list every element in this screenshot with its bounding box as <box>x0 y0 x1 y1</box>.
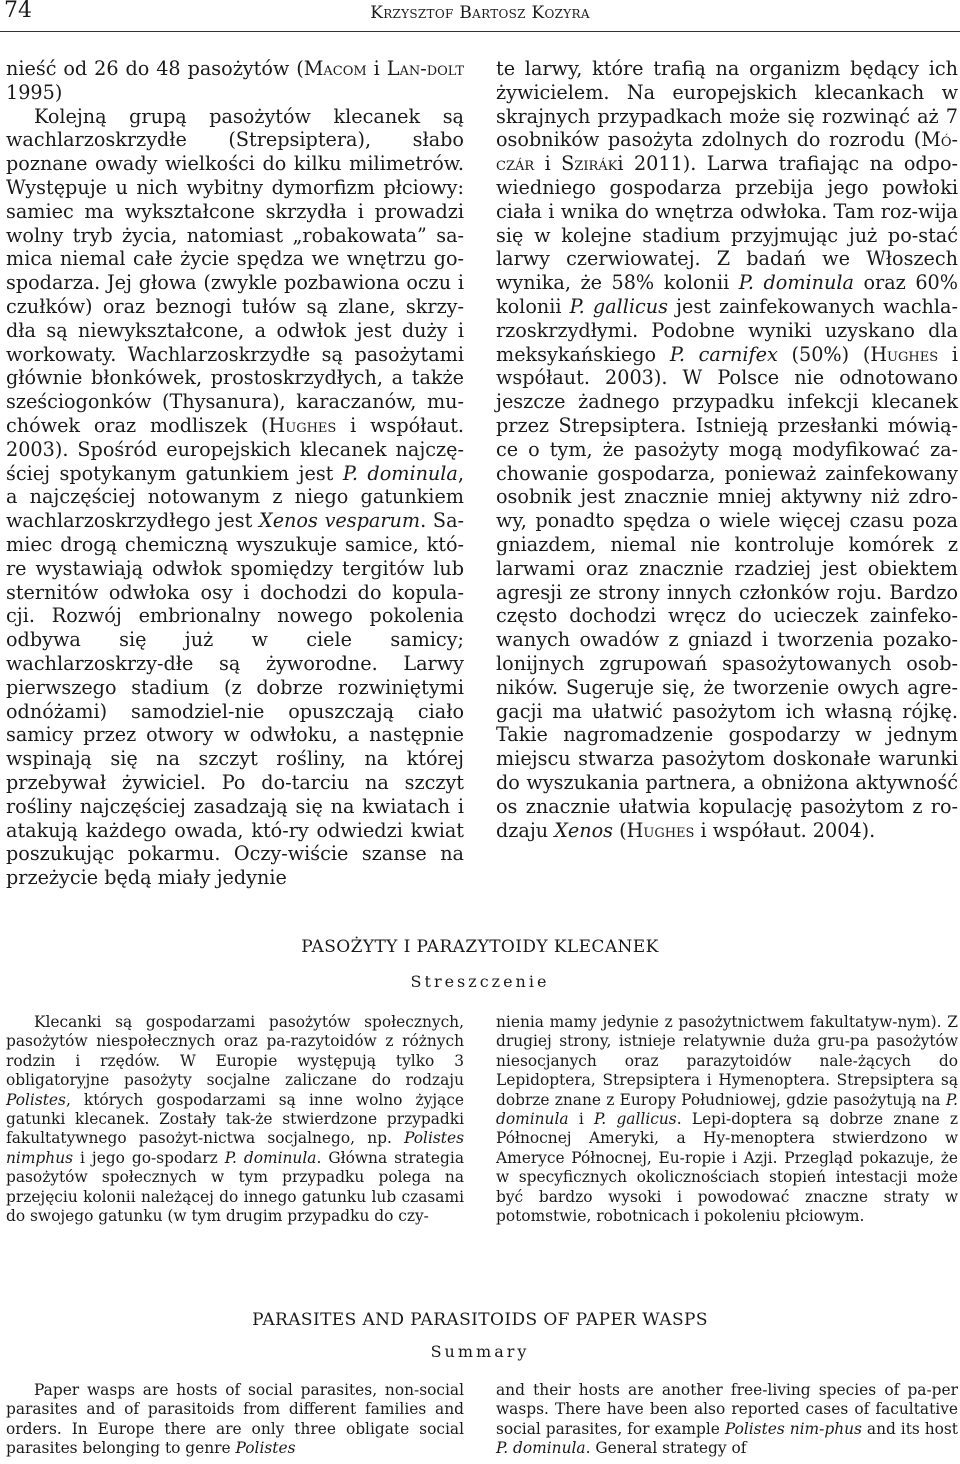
polish-abstract-right: nienia mamy jedynie z pasożytnictwem fakultatyw-nym). Z drugiej strony, istnieje relatywnie duża gru-pa pasożytów niesocjanych oraz parazytoidów nale-żących do Lepidoptera, Strepsiptera i Hymenoptera. Strepsiptera są dobrze znane z Europy Południowej, gdzie pasożytują na P. dominula i P. gallicus. Lepi-doptera są dobrze znane z Północnej Ameryki, a Hy-menoptera stwierdzono w Ameryce Północnej, Eu-ropie i Azji. Przegląd pokazuje, że w specyficznych okolicznościach stopień intestacji może być bardzo wysoki i powodować znaczne straty w potomstwie, robotnicach i pokoleniu płciowym. <box>496 1013 958 1226</box>
english-summary-left: Paper wasps are hosts of social parasites, non-social parasites and of parasitoids from different families and orders. In Europe there are only three obligate social parasites belonging to genre Polistes <box>6 1381 464 1458</box>
english-summary-right: and their hosts are another free-living species of pa-per wasps. There have been also reported cases of facultative social parasites, for example Polistes nim-phus and its host P. dominula. General strategy of <box>496 1381 958 1458</box>
page-header <box>0 0 960 40</box>
polish-abstract-subtitle: Streszczenie <box>410 972 550 991</box>
body-column-left: nieść od 26 do 48 pasożytów (Macom i Lan-dolt 1995) Kolejną grupą pasożytów klecanek są wachlarzoskrzydłe (Strepsiptera), słabo poznane owady wielkości do kilku milimetrów. Występuje u nich wybitny dymorfizm płciowy: samiec ma wykształcone skrzydła i prowadzi wolny tryb życia, natomiast „robakowata” sa-mica niemal całe życie spędza we wnętrzu go-spodarza. Jej głowa (zwykle pozbawiona oczu i czułków) oraz beznogi tułów są zlane, skrzy-dła są niewykształcone, a odwłok jest duży i workowaty. Wachlarzoskrzydłe są pasożytami głównie błonkówek, prostoskrzydłych, a także sześciogonków (Thysanura), karaczanów, mu-chówek oraz modliszek (Hughes i współaut. 2003). Spośród europejskich klecanek najczę-ściej spotykanym gatunkiem jest P. dominula, a najczęściej notowanym z niego gatunkiem wachlarzoskrzydłego jest Xenos vesparum. Sa-miec drogą chemiczną wyszukuje samice, któ-re wystawiają odwłok spomiędzy tergitów lub sternitów odwłoka osy i dochodzi do kopula-cji. Rozwój embrionalny nowego pokolenia odbywa się już w ciele samicy; wachlarzoskrzy-dłe są żyworodne. Larwy pierwszego stadium (z dobrze rozwiniętymi odnóżami) samodziel-nie opuszczają ciało samicy przez otwory w odwłoku, a następnie wspinają się na szczyt rośliny, na której przebywał żywiciel. Po do-tarciu na szczyt rośliny najczęściej zasadzają się na kwiatach i atakują każdego owada, któ-ry odwiedzi kwiat poszukując pokarmu. Oczy-wiście szanse na przeżycie będą miały jedynie <box>6 57 465 890</box>
english-summary-subtitle: Summary <box>430 1342 530 1361</box>
page-number: 74 <box>4 0 32 23</box>
header-rule <box>0 31 960 32</box>
running-head: Krzysztof Bartosz Kozyra <box>370 3 590 23</box>
english-summary-title: PARASITES AND PARASITOIDS OF PAPER WASPS <box>252 1310 708 1330</box>
polish-abstract-left: Klecanki są gospodarzami pasożytów społecznych, pasożytów niespołecznych oraz pa-razytoidów z różnych rodzin i rzędów. W Europie występują tylko 3 obligatoryjne pasożyty socjalne zaliczane do rodzaju Polistes, których gospodarzami są inne wolno żyjące gatunki klecanek. Zostały tak-że stwierdzone przypadki fakultatywnego pasożyt-nictwa socjalnego, np. Polistes nimphus i jego go-spodarz P. dominula. Główna strategia pasożytów społecznych w tym przypadku polega na przejęciu kolonii należącej do innego gatunku lub czasami do swojego gatunku (w tym drugim przypadku do czy- <box>6 1013 464 1226</box>
polish-abstract-title: PASOŻYTY I PARAZYTOIDY KLECANEK <box>301 937 659 957</box>
body-column-right: te larwy, które trafią na organizm będący ich żywicielem. Na europejskich klecankach w skrajnych przypadkach może się rozwinąć aż 7 osobników pasożyta zdolnych do rozrodu (Mó-czár i Sziráki 2011). Larwa trafiając na odpo-wiedniego gospodarza przebija jego powłoki ciała i wnika do wnętrza odwłoka. Tam roz-wija się w kolejne stadium przyjmując już po-stać larwy czerwiowatej. Z badań we Włoszech wynika, że 58% kolonii P. dominula oraz 60% kolonii P. gallicus jest zainfekowanych wachla-rzoskrzydłymi. Podobne wyniki uzyskano dla meksykańskiego P. carnifex (50%) (Hughes i współaut. 2003). W Polsce nie odnotowano jeszcze żadnego przypadku infekcji klecanek przez Strepsiptera. Istnieją przesłanki mówią-ce o tym, że pasożyty mogą modyfikować za-chowanie gospodarza, ponieważ zainfekowany osobnik jest znacznie mniej aktywny niż zdro-wy, ponadto spędza o wiele więcej czasu poza gniazdem, niemal nie kontroluje komórek z larwami oraz znacznie rzadziej jest obiektem agresji ze strony innych członków roju. Bardzo często dochodzi wręcz do ucieczek zainfeko-wanych owadów z gniazd i tworzenia pozako-lonijnych zgrupowań spasożytowanych osob-ników. Sugeruje się, że tworzenie owych agre-gacji ma ułatwić pasożytom ich własną rójkę. Takie nagromadzenie gospodarzy w jednym miejscu stwarza pasożytom doskonałe warunki do wyszukania partnera, a obniżona aktywność os znacznie ułatwia kopulację pasożytom z ro-dzaju Xenos (Hughes i współaut. 2004). <box>496 57 958 842</box>
